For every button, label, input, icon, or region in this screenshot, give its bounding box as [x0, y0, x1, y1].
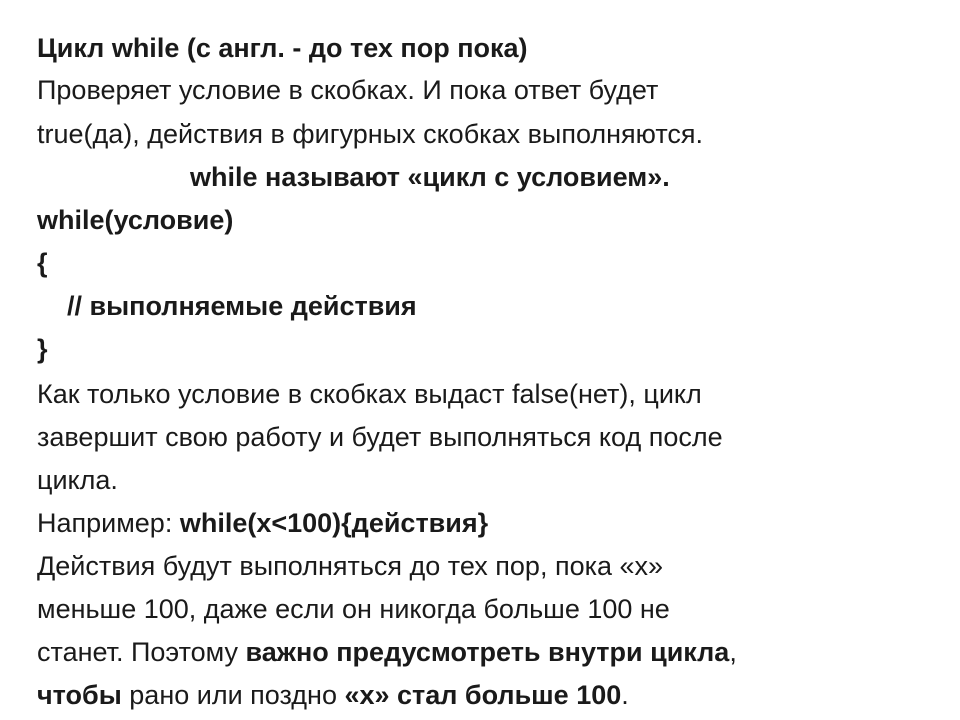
- text-run: станет. Поэтому: [37, 637, 246, 667]
- code-line: while(условие): [37, 205, 234, 235]
- text-run: .: [621, 680, 629, 710]
- paragraph-line: [37, 678, 629, 712]
- code-line: // выполняемые действия: [67, 291, 417, 321]
- example-line: [37, 506, 488, 540]
- emphasis-text: чтобы: [37, 680, 122, 710]
- paragraph-line: Проверяет условие в скобках. И пока ответ будет: [37, 75, 659, 105]
- text-run: ,: [729, 637, 737, 667]
- paragraph-line: Как только условие в скобках выдаст false(нет), цикл: [37, 379, 702, 409]
- paragraph-line: цикла.: [37, 465, 118, 495]
- emphasis-text: важно предусмотреть внутри цикла: [245, 637, 730, 667]
- centered-note: while называют «цикл с условием».: [190, 162, 670, 192]
- paragraph-line: Действия будут выполняться до тех пор, пока «х»: [37, 551, 664, 581]
- paragraph-line: true(да), действия в фигурных скобках выполняются.: [37, 119, 704, 149]
- slide-title: Цикл while (с англ. - до тех пор пока): [37, 33, 528, 63]
- paragraph-line: завершит свою работу и будет выполняться код после: [37, 422, 723, 452]
- code-line: }: [37, 334, 48, 364]
- example-code: while(x<100){действия}: [179, 508, 489, 538]
- paragraph-line: меньше 100, даже если он никогда больше 100 не: [37, 594, 670, 624]
- text-run: рано или поздно: [121, 680, 345, 710]
- paragraph-line: [37, 635, 737, 669]
- code-line: {: [37, 248, 48, 278]
- example-label: Например:: [37, 508, 180, 538]
- emphasis-text: «х» стал больше 100: [344, 680, 622, 710]
